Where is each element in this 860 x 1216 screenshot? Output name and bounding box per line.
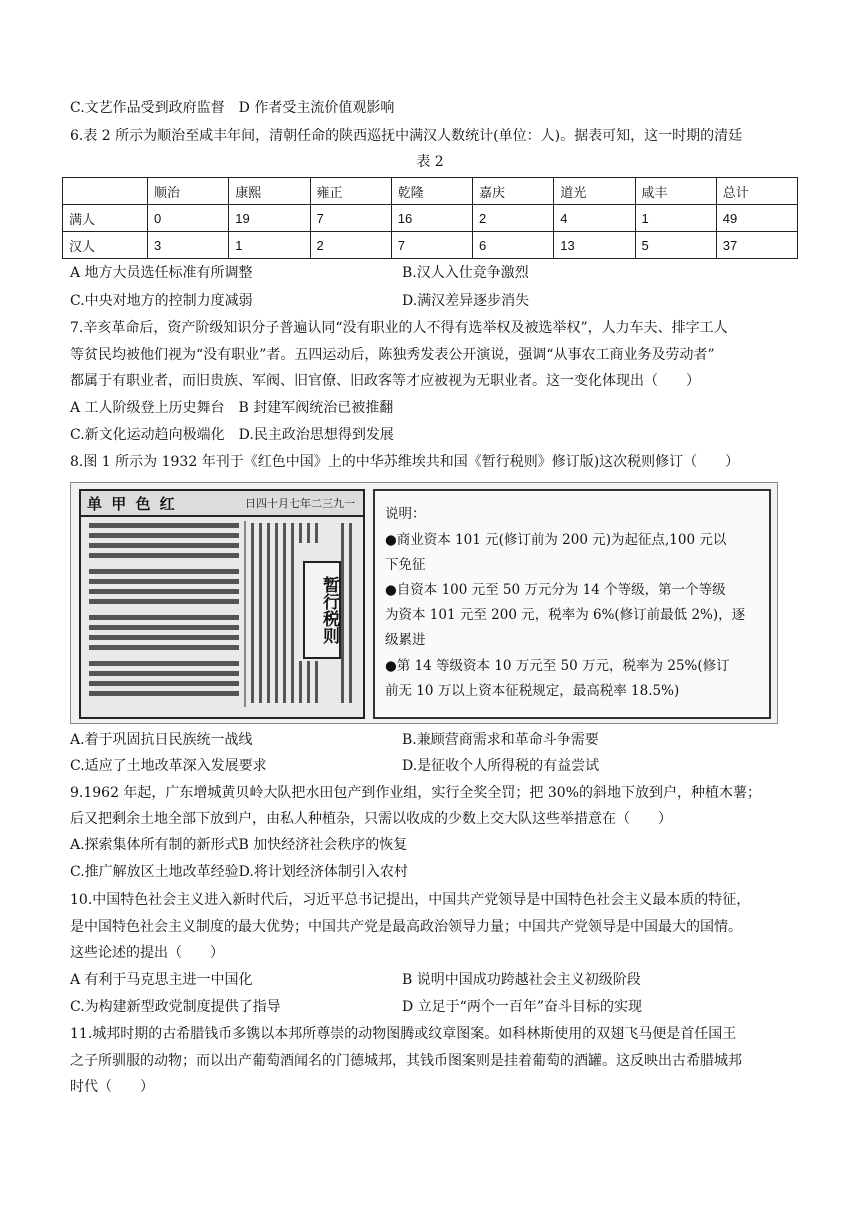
q11-stem-line-2: 之子所驯服的动物；而以出产葡萄酒闻名的门德城邦，其钱币图案则是挂着葡萄的酒罐。这反映出古希腊城邦 — [70, 1053, 742, 1069]
table-cell: 4 — [554, 205, 635, 232]
q10-option-d: D 立足于“两个一百年”奋斗目标的实现 — [402, 999, 642, 1015]
q6-option-b: B.汉人入仕竞争激烈 — [402, 265, 529, 281]
newspaper-masthead — [81, 491, 363, 517]
newspaper-clipping — [79, 489, 365, 719]
table-header-cell: 咸丰 — [635, 178, 716, 205]
q9-options-ab: A.探索集体所有制的新形式B 加快经济社会秩序的恢复 — [70, 837, 408, 853]
q7-stem-line-2: 等贫民均被他们视为“没有职业”者。五四运动后，陈独秀发表公开演说，强调“从事农工商业务及劳动者” — [70, 347, 715, 363]
table-header-cell: 雍正 — [310, 178, 391, 205]
table-cell: 16 — [391, 205, 472, 232]
explanation-line: 为资本 101 元至 200 元，税率为 6%(修订前最低 2%)，逐 — [385, 607, 746, 623]
table-header-cell: 总计 — [716, 178, 797, 205]
table-header-cell: 乾隆 — [391, 178, 472, 205]
table-header-cell: 康熙 — [229, 178, 310, 205]
table-cell: 2 — [473, 205, 554, 232]
table-cell: 1 — [229, 232, 310, 259]
table-row — [63, 232, 798, 259]
q9-options-cd: C.推广解放区土地改革经验D.将计划经济体制引入农村 — [70, 864, 408, 880]
table-header-cell — [63, 178, 148, 205]
q10-stem-line-1: 10.中国特色社会主义进入新时代后，习近平总书记提出，中国共产党领导是中国特色社会主义最本质的特征， — [70, 892, 751, 908]
table-header-cell: 顺治 — [148, 178, 229, 205]
table-cell: 5 — [635, 232, 716, 259]
table-header-cell: 嘉庆 — [473, 178, 554, 205]
q7-options-ab: A 工人阶级登上历史舞台 B 封建军阀统治已被推翻 — [70, 400, 394, 416]
q8-option-d: D.是征收个人所得税的有益尝试 — [402, 758, 600, 774]
q11-stem-line-3: 时代（ ） — [70, 1079, 154, 1095]
q11-stem-line-1: 11.城邦时期的古希腊钱币多镌以本邦所尊崇的动物图腾或纹章图案。如科林斯使用的双翅飞马便是首任国王 — [70, 1026, 737, 1042]
q7-stem-line-3: 都属于有职业者，而旧贵族、军阀、旧官僚、旧政客等才应被视为无职业者。这一变化体现出（ ） — [70, 373, 700, 389]
explanation-line: 说明： — [385, 506, 426, 522]
q6-option-c: C.中央对地方的控制力度减弱 — [70, 293, 253, 309]
q7-options-cd: C.新文化运动趋向极端化 D.民主政治思想得到发展 — [70, 427, 394, 443]
table-row — [63, 205, 798, 232]
explanation-line: 前无 10 万以上资本征税规定，最高税率 18.5%) — [385, 683, 680, 699]
table-cell: 6 — [473, 232, 554, 259]
explanation-line: 级累进 — [385, 632, 426, 648]
q6-option-d: D.满汉差异逐步消失 — [402, 293, 530, 309]
q8-option-a: A.着于巩固抗日民族统一战线 — [70, 732, 253, 748]
q10-stem-line-3: 这些论述的提出（ ） — [70, 945, 224, 961]
table-cell: 49 — [716, 205, 797, 232]
table-cell: 3 — [148, 232, 229, 259]
q10-option-c: C.为构建新型政党制度提供了指导 — [70, 999, 281, 1015]
newspaper-date: 日四十月七年二三九一 — [245, 497, 355, 510]
table-cell: 2 — [310, 232, 391, 259]
q9-stem-line-1: 9.1962 年起，广东增城黄贝岭大队把水田包产到作业组，实行全奖全罚；把 30%的斜地下放到户，种植木薯； — [70, 785, 762, 801]
tax-explanation-box — [373, 489, 771, 719]
newspaper-headline: 暂行税则 — [303, 561, 341, 659]
q8-option-c: C.适应了土地改革深入发展要求 — [70, 758, 267, 774]
table-cell: 1 — [635, 205, 716, 232]
q10-stem-line-2: 是中国特色社会主义制度的最大优势；中国共产党是最高政治领导力量；中国共产党领导是中国最大的国情。 — [70, 919, 742, 935]
table-cell: 37 — [716, 232, 797, 259]
table-cell: 13 — [554, 232, 635, 259]
q6-option-a: A 地方大员选任标准有所调整 — [70, 265, 253, 281]
table-header-row — [63, 178, 798, 205]
q5-options-cd: C.文艺作品受到政府监督 D 作者受主流价值观影响 — [70, 100, 395, 116]
table-row-label: 汉人 — [63, 232, 148, 259]
explanation-line: 下免征 — [385, 557, 426, 573]
table-cell: 7 — [391, 232, 472, 259]
q8-option-b: B.兼顾营商需求和革命斗争需要 — [402, 732, 599, 748]
explanation-line: ●自资本 100 元至 50 万元分为 14 个等级，第一个等级 — [385, 582, 726, 598]
explanation-line: ●商业资本 101 元(修订前为 200 元)为起征点,100 元以 — [385, 532, 727, 548]
explanation-line: ●第 14 等级资本 10 万元至 50 万元，税率为 25%(修订 — [385, 658, 730, 674]
table-cell: 7 — [310, 205, 391, 232]
table-header-cell: 道光 — [554, 178, 635, 205]
table-caption: 表 2 — [416, 154, 444, 170]
table-cell: 0 — [148, 205, 229, 232]
table-cell: 19 — [229, 205, 310, 232]
q9-stem-line-2: 后又把剩余土地全部下放到户，由私人种植杂，只需以收成的少数上交大队这些举措意在（ ） — [70, 811, 672, 827]
figure-1 — [70, 482, 778, 724]
stats-table — [62, 177, 798, 259]
q10-option-b: B 说明中国成功跨越社会主义初级阶段 — [402, 972, 641, 988]
q10-option-a: A 有利于马克思主进一中国化 — [70, 972, 253, 988]
table-row-label: 满人 — [63, 205, 148, 232]
q6-stem: 6.表 2 所示为顺治至咸丰年间，清朝任命的陕西巡抚中满汉人数统计(单位：人)。据表可知，这一时期的清廷 — [70, 128, 743, 144]
q8-stem: 8.图 1 所示为 1932 年刊于《红色中国》上的中华苏维埃共和国《暂行税则》修订版)这次税则修订（ ） — [70, 454, 740, 470]
q7-stem-line-1: 7.辛亥革命后，资产阶级知识分子普遍认同“没有职业的人不得有选举权及被选举权”，人力车夫、排字工人 — [70, 320, 728, 336]
newspaper-title: 单 甲 色 红 — [87, 495, 177, 513]
